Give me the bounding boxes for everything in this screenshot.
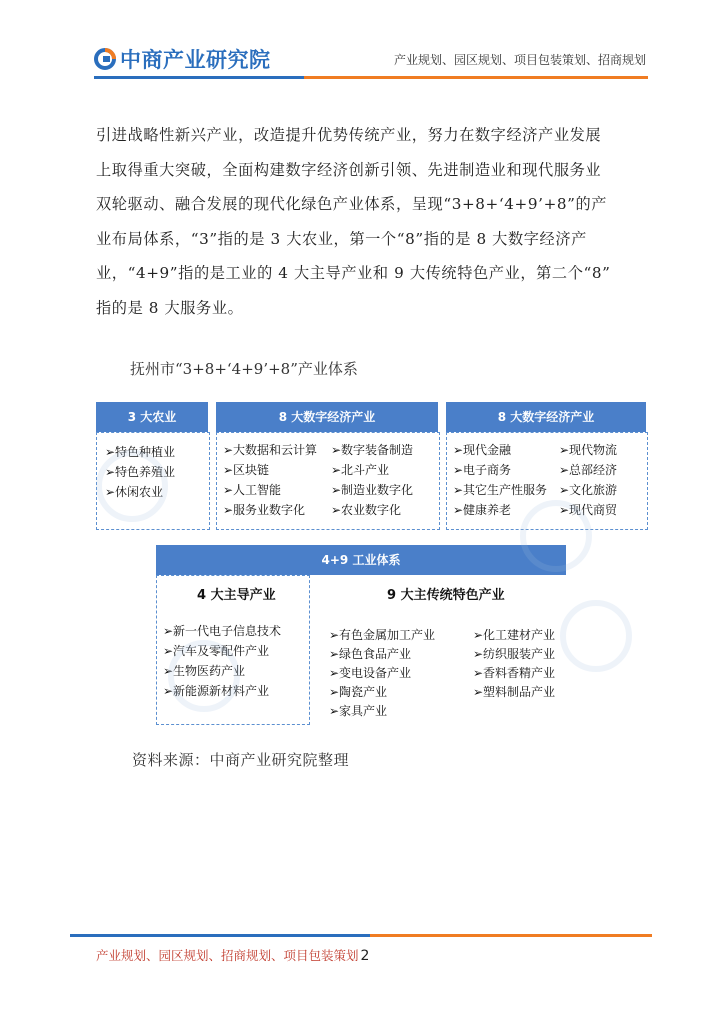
list-item: ➢其它生产性服务 <box>453 483 548 497</box>
list-item: ➢大数据和云计算 <box>223 443 318 457</box>
list-item: ➢健康养老 <box>453 503 512 517</box>
list-item: ➢新能源新材料产业 <box>163 684 270 698</box>
list-item: ➢总部经济 <box>559 463 618 477</box>
traditional-box <box>316 575 568 725</box>
traditional-title: 9 大主传统特色产业 <box>387 588 505 603</box>
list-item: ➢农业数字化 <box>331 503 402 517</box>
watermark-icon <box>560 600 632 672</box>
footer-divider-orange <box>370 934 652 937</box>
figure-caption: 抚州市“3+8+‘4+9’+8”产业体系 <box>130 360 358 378</box>
logo-icon <box>94 48 116 70</box>
paragraph-line: 业，“4+9”指的是工业的 4 大主导产业和 9 大传统特色产业，第二个“8” <box>96 264 611 282</box>
list-item: ➢人工智能 <box>223 483 282 497</box>
list-item: ➢香料香精产业 <box>473 666 556 680</box>
list-item: ➢数字装备制造 <box>331 443 414 457</box>
list-item: ➢化工建材产业 <box>473 628 556 642</box>
list-item: ➢有色金属加工产业 <box>329 628 436 642</box>
list-item: ➢生物医药产业 <box>163 664 246 678</box>
logo <box>94 44 271 74</box>
agri-header: 3 大农业 <box>96 402 208 432</box>
list-item: ➢新一代电子信息技术 <box>163 624 282 638</box>
watermark-icon <box>520 500 592 572</box>
digital-box <box>216 432 440 530</box>
watermark-icon <box>168 640 240 712</box>
list-item: ➢特色养殖业 <box>105 465 176 479</box>
service-header: 8 大数字经济产业 <box>446 402 646 432</box>
list-item: ➢服务业数字化 <box>223 503 306 517</box>
list-item: ➢变电设备产业 <box>329 666 412 680</box>
list-item: ➢现代物流 <box>559 443 618 457</box>
list-item: ➢塑料制品产业 <box>473 685 556 699</box>
paragraph-line: 上取得重大突破，全面构建数字经济创新引领、先进制造业和现代服务业 <box>96 160 602 179</box>
list-item: ➢绿色食品产业 <box>329 647 412 661</box>
list-item: ➢电子商务 <box>453 463 512 477</box>
list-item: ➢汽车及零配件产业 <box>163 644 270 658</box>
list-item: ➢制造业数字化 <box>331 483 414 497</box>
list-item: ➢陶瓷产业 <box>329 685 388 699</box>
paragraph-line: 双轮驱动、融合发展的现代化绿色产业体系，呈现“3+8+‘4+9’+8”的产 <box>96 195 608 213</box>
list-item: ➢休闲农业 <box>105 485 164 499</box>
leading-title: 4 大主导产业 <box>197 588 276 603</box>
footer-text: 产业规划、园区规划、招商规划、项目包装策划 <box>96 948 359 963</box>
header-divider-blue <box>94 76 304 79</box>
digital-header: 8 大数字经济产业 <box>216 402 438 432</box>
footer <box>96 946 369 964</box>
industry-header: 4+9 工业体系 <box>156 545 566 575</box>
paragraph-line: 业布局体系，“3”指的是 3 大农业，第一个“8”指的是 8 大数字经济产 <box>96 229 587 248</box>
list-item: ➢区块链 <box>223 463 270 477</box>
paragraph-line: 指的是 8 大服务业。 <box>96 298 244 317</box>
footer-divider-blue <box>70 934 370 937</box>
watermark-icon <box>96 450 168 522</box>
source-note: 资料来源：中商产业研究院整理 <box>132 751 350 769</box>
body-paragraph <box>96 118 648 325</box>
paragraph-line: 引进战略性新兴产业，改造提升优势传统产业，努力在数字经济产业发展 <box>96 126 602 144</box>
list-item: ➢现代商贸 <box>559 503 618 517</box>
list-item: ➢文化旅游 <box>559 483 618 497</box>
list-item: ➢特色种植业 <box>105 445 176 459</box>
page-number: 2 <box>360 948 370 964</box>
list-item: ➢现代金融 <box>453 443 512 457</box>
list-item: ➢北斗产业 <box>331 463 390 477</box>
list-item: ➢家具产业 <box>329 704 388 718</box>
list-item: ➢纺织服装产业 <box>473 647 556 661</box>
logo-text: 中商产业研究院 <box>120 48 271 72</box>
header-divider-orange <box>304 76 648 79</box>
header-tagline: 产业规划、园区规划、项目包装策划、招商规划 <box>393 53 646 67</box>
